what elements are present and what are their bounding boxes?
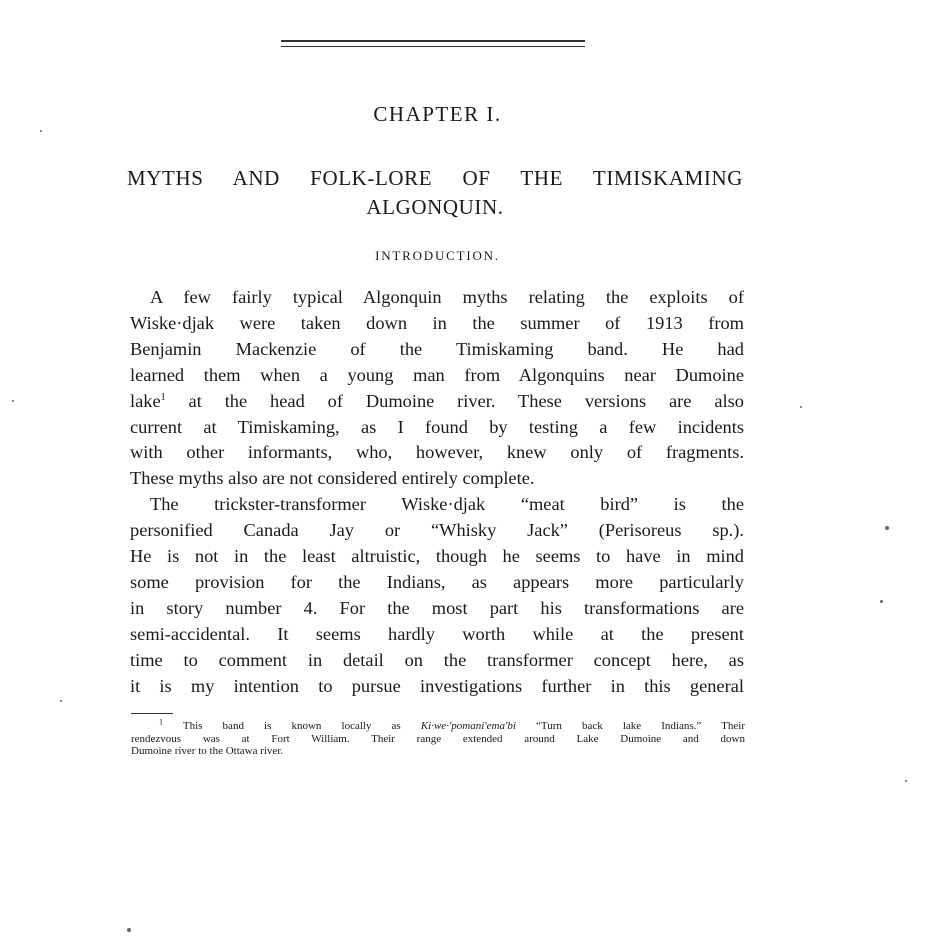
chapter-title-line-1: MYTHS AND FOLK-LORE OF THE TIMISKAMING (127, 166, 743, 190)
top-rule-thin (281, 46, 585, 47)
body-line: The trickster-transformer Wiske·djak “meat bird” is the (150, 494, 744, 515)
section-heading: INTRODUCTION. (375, 248, 500, 263)
body-line-with-footnote (130, 389, 744, 415)
footnote-text: This band is known locally as (182, 720, 401, 732)
body-line: Wiske·djak were taken down in the summer of 1913 from (130, 312, 744, 333)
scan-speck (885, 526, 889, 530)
body-line: personified Canada Jay or “Whisky Jack” (Perisoreus sp.). (130, 520, 744, 541)
scan-speck (40, 130, 42, 132)
body-line: semi-accidental. It seems hardly worth while at the present (130, 623, 744, 644)
body-text-segment: lake (130, 390, 161, 411)
body-line: some provision for the Indians, as appears more particularly (130, 571, 744, 592)
body-line: Benjamin Mackenzie of the Timiskaming band. He had (130, 338, 744, 359)
body-line: learned them when a young man from Algonquins near Dumoine (130, 364, 744, 385)
chapter-title (127, 164, 743, 222)
body-line: in story number 4. For the most part his transformations are (130, 597, 744, 618)
top-rule (281, 40, 585, 42)
footnote-line: rendezvous was at Fort William. Their range extended around Lake Dumoine and down (131, 732, 745, 745)
scan-speck (880, 600, 883, 603)
footnote-reference: 1 (160, 391, 166, 403)
footnote-line (131, 717, 745, 733)
footnote-rule (131, 713, 173, 714)
body-line: it is my intention to pursue investigations further in this general (130, 675, 744, 696)
body-line: These myths also are not considered entirely complete. (130, 468, 535, 489)
scan-speck (12, 400, 14, 402)
body-line: He is not in the least altruistic, though he seems to have in mind (130, 546, 744, 567)
footnote-line: Dumoine river to the Ottawa river. (131, 745, 284, 757)
footnote (131, 717, 745, 758)
body-text (130, 285, 744, 700)
scan-speck (127, 928, 131, 932)
body-line: with other informants, who, however, knew only of fragments. (130, 442, 744, 463)
scan-speck (905, 780, 907, 782)
footnote-marker: 1 (159, 717, 163, 727)
body-text-segment: at the head of Dumoine river. These versions are also (188, 390, 744, 411)
chapter-title-line-2: ALGONQUIN. (366, 195, 504, 219)
chapter-heading: CHAPTER I. (373, 102, 502, 126)
footnote-native-name: Ki·we·'pomani'ema'bi (420, 720, 516, 732)
scan-speck (60, 700, 62, 702)
body-line: current at Timiskaming, as I found by testing a few incidents (130, 416, 744, 437)
footnote-text: “Turn back lake Indians.” Their (536, 720, 745, 732)
scan-speck (800, 406, 802, 408)
body-line: time to comment in detail on the transformer concept here, as (130, 649, 744, 670)
body-line: A few fairly typical Algonquin myths relating the exploits of (150, 287, 744, 307)
